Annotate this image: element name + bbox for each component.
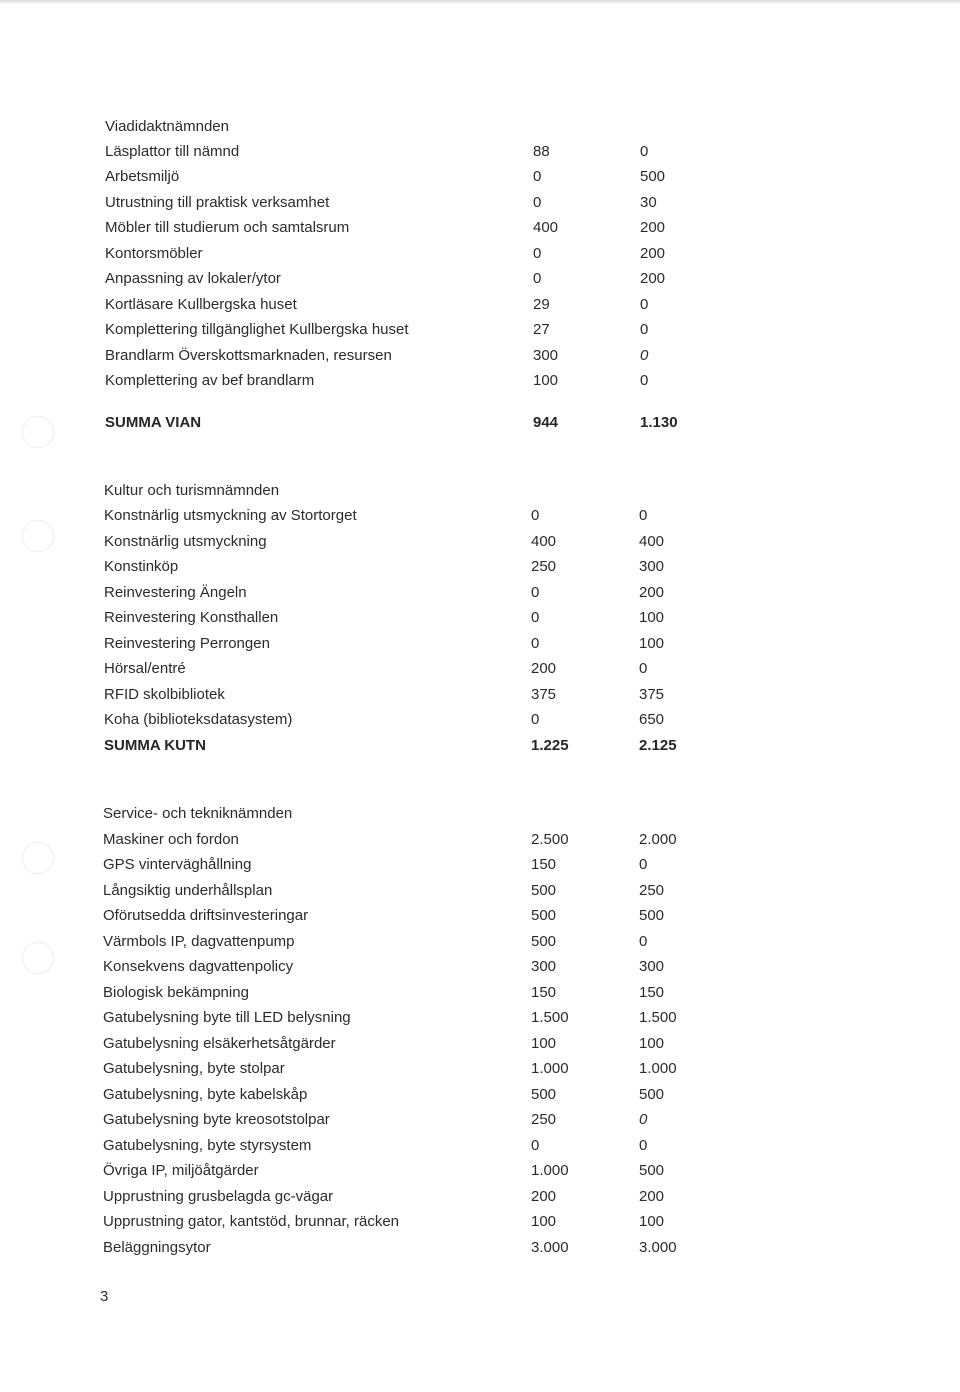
row-label: Koha (biblioteksdatasystem) (104, 711, 293, 728)
row-label: Gatubelysning, byte stolpar (103, 1060, 285, 1077)
sum-value-2: 1.130 (640, 414, 678, 431)
sum-value-1: 944 (533, 414, 559, 431)
page-number: 3 (100, 1288, 109, 1305)
row-label: Konstinköp (104, 558, 179, 575)
row-label: Upprustning gator, kantstöd, brunnar, räcken (103, 1213, 400, 1230)
row-value-1: 200 (531, 660, 557, 677)
row-value-2: 0 (640, 347, 649, 364)
sum-label: SUMMA KUTN (104, 737, 206, 754)
row-label: Värmbols IP, dagvattenpump (103, 933, 295, 950)
punch-hole (22, 942, 54, 974)
sum-value-2: 2.125 (639, 737, 677, 754)
row-label: Möbler till studierum och samtalsrum (105, 219, 350, 236)
row-value-2: 200 (640, 219, 666, 236)
row-value-2: 650 (639, 711, 665, 728)
punch-hole (22, 520, 54, 552)
row-value-1: 2.500 (531, 831, 569, 848)
row-value-1: 250 (531, 1111, 557, 1128)
row-value-2: 200 (639, 584, 665, 601)
row-label: Komplettering tillgänglighet Kullbergska huset (105, 321, 409, 338)
row-label: Läsplattor till nämnd (105, 143, 240, 160)
row-value-1: 0 (533, 245, 542, 262)
row-value-2: 500 (639, 1162, 665, 1179)
row-value-2: 0 (640, 143, 649, 160)
row-label: Gatubelysning, byte styrsystem (103, 1137, 312, 1154)
row-value-2: 100 (639, 635, 665, 652)
row-value-2: 375 (639, 686, 665, 703)
punch-hole (22, 842, 54, 874)
row-value-2: 100 (639, 1035, 665, 1052)
row-value-2: 300 (639, 958, 665, 975)
row-value-2: 0 (639, 660, 648, 677)
row-value-2: 0 (639, 1137, 648, 1154)
row-value-2: 500 (639, 907, 665, 924)
row-value-2: 500 (640, 168, 666, 185)
section-title: Service- och tekniknämnden (103, 805, 293, 822)
row-label: Oförutsedda driftsinvesteringar (103, 907, 309, 924)
row-value-2: 0 (639, 933, 648, 950)
row-value-1: 250 (531, 558, 557, 575)
row-value-2: 150 (639, 984, 665, 1001)
row-label: Konsekvens dagvattenpolicy (103, 958, 294, 975)
row-label: Brandlarm Överskottsmarknaden, resursen (105, 347, 392, 364)
row-label: Hörsal/entré (104, 660, 186, 677)
row-label: Anpassning av lokaler/ytor (105, 270, 281, 287)
row-label: Kortläsare Kullbergska huset (105, 296, 297, 313)
row-value-2: 400 (639, 533, 665, 550)
row-value-1: 100 (533, 372, 559, 389)
row-value-1: 500 (531, 1086, 557, 1103)
row-value-1: 1.500 (531, 1009, 569, 1026)
row-value-1: 0 (531, 584, 540, 601)
row-label: Biologisk bekämpning (103, 984, 249, 1001)
section-title: Viadidaktnämnden (105, 118, 229, 135)
row-value-1: 500 (531, 933, 557, 950)
punch-hole (22, 416, 54, 448)
row-value-1: 300 (533, 347, 559, 364)
row-value-1: 400 (531, 533, 557, 550)
row-value-1: 88 (533, 143, 550, 160)
row-value-2: 500 (639, 1086, 665, 1103)
row-value-1: 3.000 (531, 1239, 569, 1256)
row-value-1: 400 (533, 219, 559, 236)
row-value-1: 500 (531, 907, 557, 924)
row-value-1: 1.000 (531, 1162, 569, 1179)
row-value-2: 1.500 (639, 1009, 677, 1026)
row-value-2: 200 (640, 270, 666, 287)
row-value-1: 100 (531, 1035, 557, 1052)
row-value-1: 0 (531, 1137, 540, 1154)
row-label: Konstnärlig utsmyckning (104, 533, 267, 550)
row-label: Övriga IP, miljöåtgärder (103, 1162, 259, 1179)
row-value-1: 200 (531, 1188, 557, 1205)
row-label: Konstnärlig utsmyckning av Stortorget (104, 507, 357, 524)
row-value-1: 375 (531, 686, 557, 703)
row-label: Gatubelysning elsäkerhetsåtgärder (103, 1035, 336, 1052)
row-value-2: 200 (639, 1188, 665, 1205)
row-value-2: 0 (640, 296, 649, 313)
row-label: RFID skolbibliotek (104, 686, 225, 703)
row-value-1: 0 (531, 507, 540, 524)
row-label: Maskiner och fordon (103, 831, 239, 848)
row-value-1: 27 (533, 321, 550, 338)
sum-label: SUMMA VIAN (105, 414, 202, 431)
row-value-1: 0 (531, 609, 540, 626)
row-value-1: 150 (531, 856, 557, 873)
sum-value-1: 1.225 (531, 737, 569, 754)
row-value-1: 0 (531, 711, 540, 728)
row-value-2: 1.000 (639, 1060, 677, 1077)
row-label: Gatubelysning, byte kabelskåp (103, 1086, 308, 1103)
row-label: Gatubelysning byte kreosotstolpar (103, 1111, 330, 1128)
row-value-1: 29 (533, 296, 550, 313)
row-value-1: 150 (531, 984, 557, 1001)
row-value-2: 0 (640, 321, 649, 338)
row-value-1: 500 (531, 882, 557, 899)
row-value-2: 200 (640, 245, 666, 262)
row-label: GPS vinterväghållning (103, 856, 252, 873)
row-value-1: 0 (531, 635, 540, 652)
row-label: Utrustning till praktisk verksamhet (105, 194, 330, 211)
row-label: Gatubelysning byte till LED belysning (103, 1009, 351, 1026)
row-value-2: 0 (640, 372, 649, 389)
row-value-1: 0 (533, 168, 542, 185)
row-label: Långsiktig underhållsplan (103, 882, 273, 899)
row-value-1: 0 (533, 194, 542, 211)
row-value-1: 300 (531, 958, 557, 975)
row-value-2: 100 (639, 1213, 665, 1230)
row-value-2: 100 (639, 609, 665, 626)
section-title: Kultur och turismnämnden (104, 482, 280, 499)
row-label: Arbetsmiljö (105, 168, 180, 185)
row-label: Reinvestering Konsthallen (104, 609, 279, 626)
row-value-2: 0 (639, 856, 648, 873)
row-label: Reinvestering Perrongen (104, 635, 270, 652)
row-value-2: 0 (639, 507, 648, 524)
row-label: Kontorsmöbler (105, 245, 203, 262)
row-label: Komplettering av bef brandlarm (105, 372, 315, 389)
row-label: Upprustning grusbelagda gc-vägar (103, 1188, 334, 1205)
row-value-1: 100 (531, 1213, 557, 1230)
row-value-2: 3.000 (639, 1239, 677, 1256)
row-value-2: 2.000 (639, 831, 677, 848)
row-value-2: 300 (639, 558, 665, 575)
row-value-2: 0 (639, 1111, 648, 1128)
scan-edge (0, 0, 960, 4)
row-value-1: 1.000 (531, 1060, 569, 1077)
row-label: Reinvestering Ängeln (104, 584, 247, 601)
row-label: Beläggningsytor (103, 1239, 211, 1256)
row-value-1: 0 (533, 270, 542, 287)
row-value-2: 250 (639, 882, 665, 899)
row-value-2: 30 (640, 194, 657, 211)
